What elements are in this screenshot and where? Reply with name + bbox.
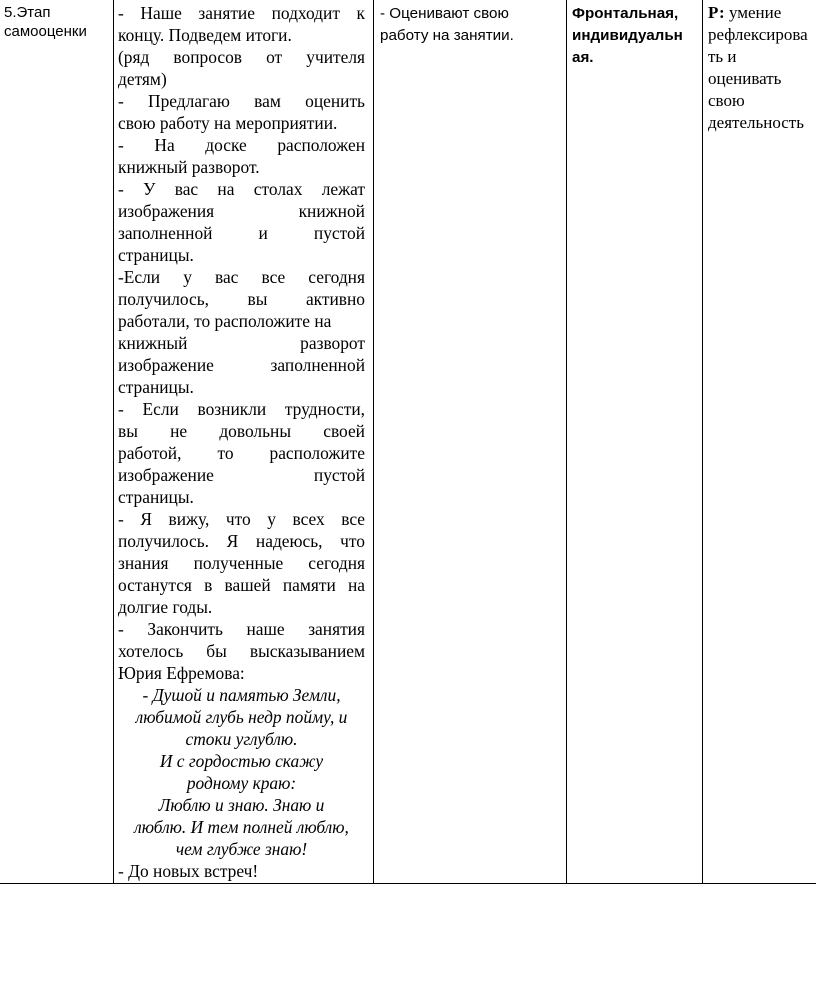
teacher-line: - Я вижу, что у всех все (118, 509, 365, 529)
teacher-line: любимой глубь недр пойму, и (135, 707, 348, 727)
uud-line: деятельность (708, 113, 804, 132)
teacher-line: - Если возникли трудности, (118, 399, 365, 419)
teacher-line: получилось, вы активно (118, 289, 365, 309)
uud-line: свою (708, 91, 745, 110)
student-activity-cell (380, 0, 560, 47)
form-line: ая. (572, 49, 594, 66)
form-line: индивидуальн (572, 27, 683, 44)
teacher-line: знания полученные сегодня (118, 553, 365, 573)
teacher-line: останутся в вашей памяти на (118, 575, 365, 595)
form-line: Фронтальная, (572, 5, 679, 22)
teacher-line: получилось. Я надеюсь, что (118, 531, 365, 551)
uud-line: ть и (708, 47, 737, 66)
teacher-line: - Закончить наше занятия (118, 619, 365, 639)
teacher-line: страницы. (118, 245, 194, 265)
student-line: - Оценивают свою (380, 5, 509, 22)
teacher-line: страницы. (118, 377, 194, 397)
stage-line: самооценки (4, 23, 87, 40)
work-form-cell (572, 0, 698, 69)
teacher-line: работали, то расположите на (118, 311, 332, 331)
teacher-line: - У вас на столах лежат (118, 179, 365, 199)
uud-line: умение (728, 3, 782, 22)
teacher-line: Юрия Ефремова: (118, 663, 245, 683)
teacher-line: долгие годы. (118, 597, 213, 617)
teacher-line: хотелось бы высказыванием (118, 641, 365, 661)
uud-cell (708, 0, 816, 134)
teacher-line: вы не довольны своей (118, 421, 365, 441)
uud-line: рефлексирова (708, 25, 808, 44)
column-divider (566, 0, 567, 883)
teacher-line: концу. Подведем итоги. (118, 25, 292, 45)
stage-line: 5.Этап (4, 4, 51, 21)
teacher-line: - Наше занятие подходит к (118, 3, 365, 23)
teacher-line: родному краю: (186, 773, 297, 793)
teacher-line: И с гордостью скажу (159, 751, 324, 771)
teacher-line: работой, то расположите (118, 443, 365, 463)
teacher-line: изображения книжной (118, 201, 365, 221)
teacher-line: (ряд вопросов от учителя (118, 47, 365, 67)
uud-line: оценивать (708, 69, 782, 88)
stage-cell (4, 0, 108, 41)
teacher-line: люблю. И тем полней люблю, (134, 817, 349, 837)
teacher-line: изображение пустой (118, 465, 365, 485)
teacher-line: - Предлагаю вам оценить (118, 91, 365, 111)
column-divider (373, 0, 374, 883)
student-line: работу на занятии. (380, 27, 514, 44)
teacher-line: книжный разворот (118, 333, 365, 353)
teacher-activity-cell (118, 0, 365, 882)
teacher-line: стоки углублю. (185, 729, 298, 749)
teacher-line: книжный разворот. (118, 157, 260, 177)
teacher-line: детям) (118, 69, 167, 89)
teacher-line: - Душой и памятью Земли, (142, 685, 341, 705)
teacher-line: страницы. (118, 487, 194, 507)
teacher-line: заполненной и пустой (118, 223, 365, 243)
uud-prefix: Р: (708, 3, 725, 22)
teacher-line: - На доске расположен (118, 135, 365, 155)
teacher-line: чем глубже знаю! (175, 839, 308, 859)
column-divider (702, 0, 703, 883)
teacher-line: Люблю и знаю. Знаю и (158, 795, 325, 815)
teacher-line: изображение заполненной (118, 355, 365, 375)
teacher-line: свою работу на мероприятии. (118, 113, 338, 133)
teacher-line: - До новых встреч! (118, 861, 259, 881)
column-divider (113, 0, 114, 883)
teacher-line: -Если у вас все сегодня (118, 267, 365, 287)
